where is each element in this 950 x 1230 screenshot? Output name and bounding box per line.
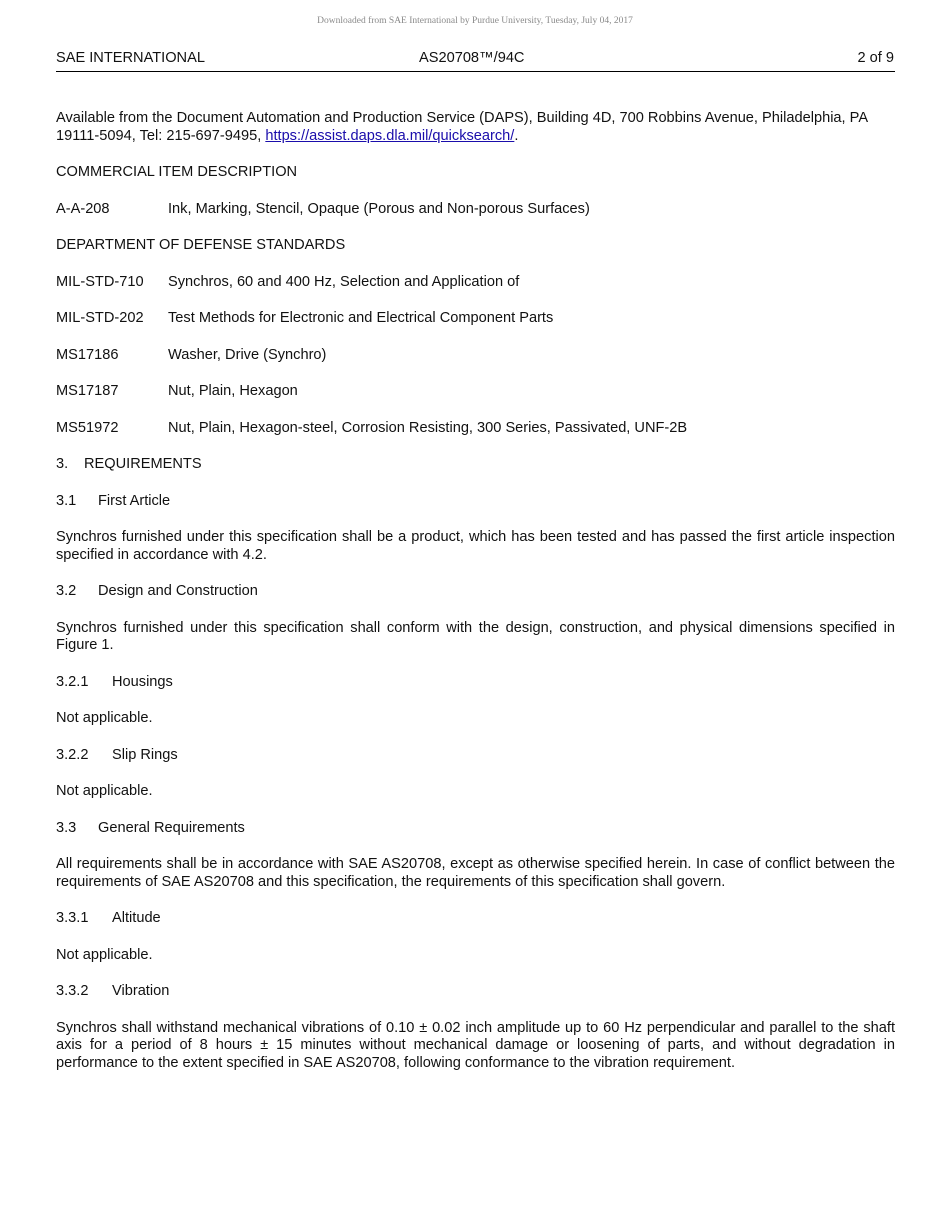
reference-row: [56, 420, 895, 438]
reference-row: [56, 274, 895, 292]
section-number: 3.2: [56, 583, 77, 599]
section-3-3-1-text: Not applicable.: [56, 946, 153, 963]
daps-quicksearch-link[interactable]: https://assist.daps.dla.mil/quicksearch/: [265, 127, 515, 144]
reference-row: [56, 201, 895, 219]
section-3-3-2-text: Synchros shall withstand mechanical vibrations of 0.10 ± 0.02 inch amplitude up to 60 Hz perpendicular and parallel to the shaft axis for a period of 8 hours ± 15 minutes without mechanical damage or loosening of parts, and without degradation in performance to the extent specified in SAE AS20708, following conformance to the vibration requirement.: [56, 1019, 895, 1071]
section-number: 3.: [56, 456, 69, 472]
reference-code: MS17186: [56, 346, 119, 363]
section-3-2-1-heading: [56, 674, 895, 692]
availability-text: Available from the Document Automation and Production Service (DAPS), Building 4D, 700 Robbins Avenue, Philadelphia, PA 19111-5094, Tel: 215-697-9495,: [56, 110, 868, 144]
header-document-number: AS20708™/94C: [419, 50, 525, 66]
download-watermark: Downloaded from SAE International by Purdue University, Tuesday, July 04, 2017: [317, 16, 633, 26]
section-3-3-text: All requirements shall be in accordance with SAE AS20708, except as otherwise specified herein. In case of conflict between the requirements of SAE AS20708 and this specification, the requirements of this specification shall govern.: [56, 856, 895, 890]
reference-title: Washer, Drive (Synchro): [168, 346, 327, 363]
section-3-1-text: Synchros furnished under this specification shall be a product, which has been tested and has passed the first article inspection specified in accordance with 4.2.: [56, 529, 895, 563]
reference-title: Synchros, 60 and 400 Hz, Selection and Application of: [168, 273, 520, 290]
section-title: Altitude: [112, 910, 161, 926]
reference-code: A-A-208: [56, 200, 110, 217]
section-title: REQUIREMENTS: [84, 456, 202, 472]
section-number: 3.3.2: [56, 983, 89, 999]
reference-row: [56, 383, 895, 401]
reference-title: Ink, Marking, Stencil, Opaque (Porous and Non-porous Surfaces): [168, 200, 590, 217]
section-number: 3.2.1: [56, 673, 89, 690]
section-title: First Article: [98, 492, 171, 509]
document-body: [56, 110, 895, 1091]
section-3-2-2-text: Not applicable.: [56, 783, 153, 799]
section-title: Slip Rings: [112, 746, 178, 763]
reference-code: MS51972: [56, 419, 119, 436]
availability-suffix: .: [514, 127, 519, 144]
section-3-2-2-heading: [56, 747, 895, 765]
section-3-1-heading: [56, 493, 895, 511]
section-title: Design and Construction: [98, 583, 258, 599]
section-3-2-text: Synchros furnished under this specification shall conform with the design, construction, and physical dimensions specified in Figure 1.: [56, 619, 895, 653]
reference-title: Nut, Plain, Hexagon: [168, 383, 298, 399]
section-3-3-2-heading: [56, 983, 895, 1001]
section-3-3-1-heading: [56, 910, 895, 928]
section-title: General Requirements: [98, 819, 245, 836]
section-3-2-heading: [56, 583, 895, 601]
section-3-2-1-text: Not applicable.: [56, 710, 153, 726]
section-3-heading: [56, 456, 895, 474]
section-3-3-heading: [56, 820, 895, 838]
cid-heading: COMMERCIAL ITEM DESCRIPTION: [56, 164, 298, 180]
reference-title: Test Methods for Electronic and Electrical Component Parts: [168, 310, 554, 326]
reference-code: MS17187: [56, 383, 119, 399]
reference-code: MIL-STD-202: [56, 310, 144, 326]
header-publisher: SAE INTERNATIONAL: [56, 50, 205, 66]
reference-code: MIL-STD-710: [56, 273, 144, 290]
availability-paragraph: [56, 110, 895, 145]
section-number: 3.3: [56, 819, 77, 836]
header-page-number: 2 of 9: [857, 50, 894, 66]
section-number: 3.2.2: [56, 746, 89, 763]
section-title: Housings: [112, 673, 173, 690]
reference-row: [56, 347, 895, 365]
dod-heading: DEPARTMENT OF DEFENSE STANDARDS: [56, 237, 346, 253]
reference-title: Nut, Plain, Hexagon-steel, Corrosion Resisting, 300 Series, Passivated, UNF-2B: [168, 419, 688, 436]
section-number: 3.3.1: [56, 910, 89, 926]
running-header: [56, 50, 895, 72]
reference-row: [56, 310, 895, 328]
section-title: Vibration: [112, 983, 170, 999]
section-number: 3.1: [56, 492, 77, 509]
